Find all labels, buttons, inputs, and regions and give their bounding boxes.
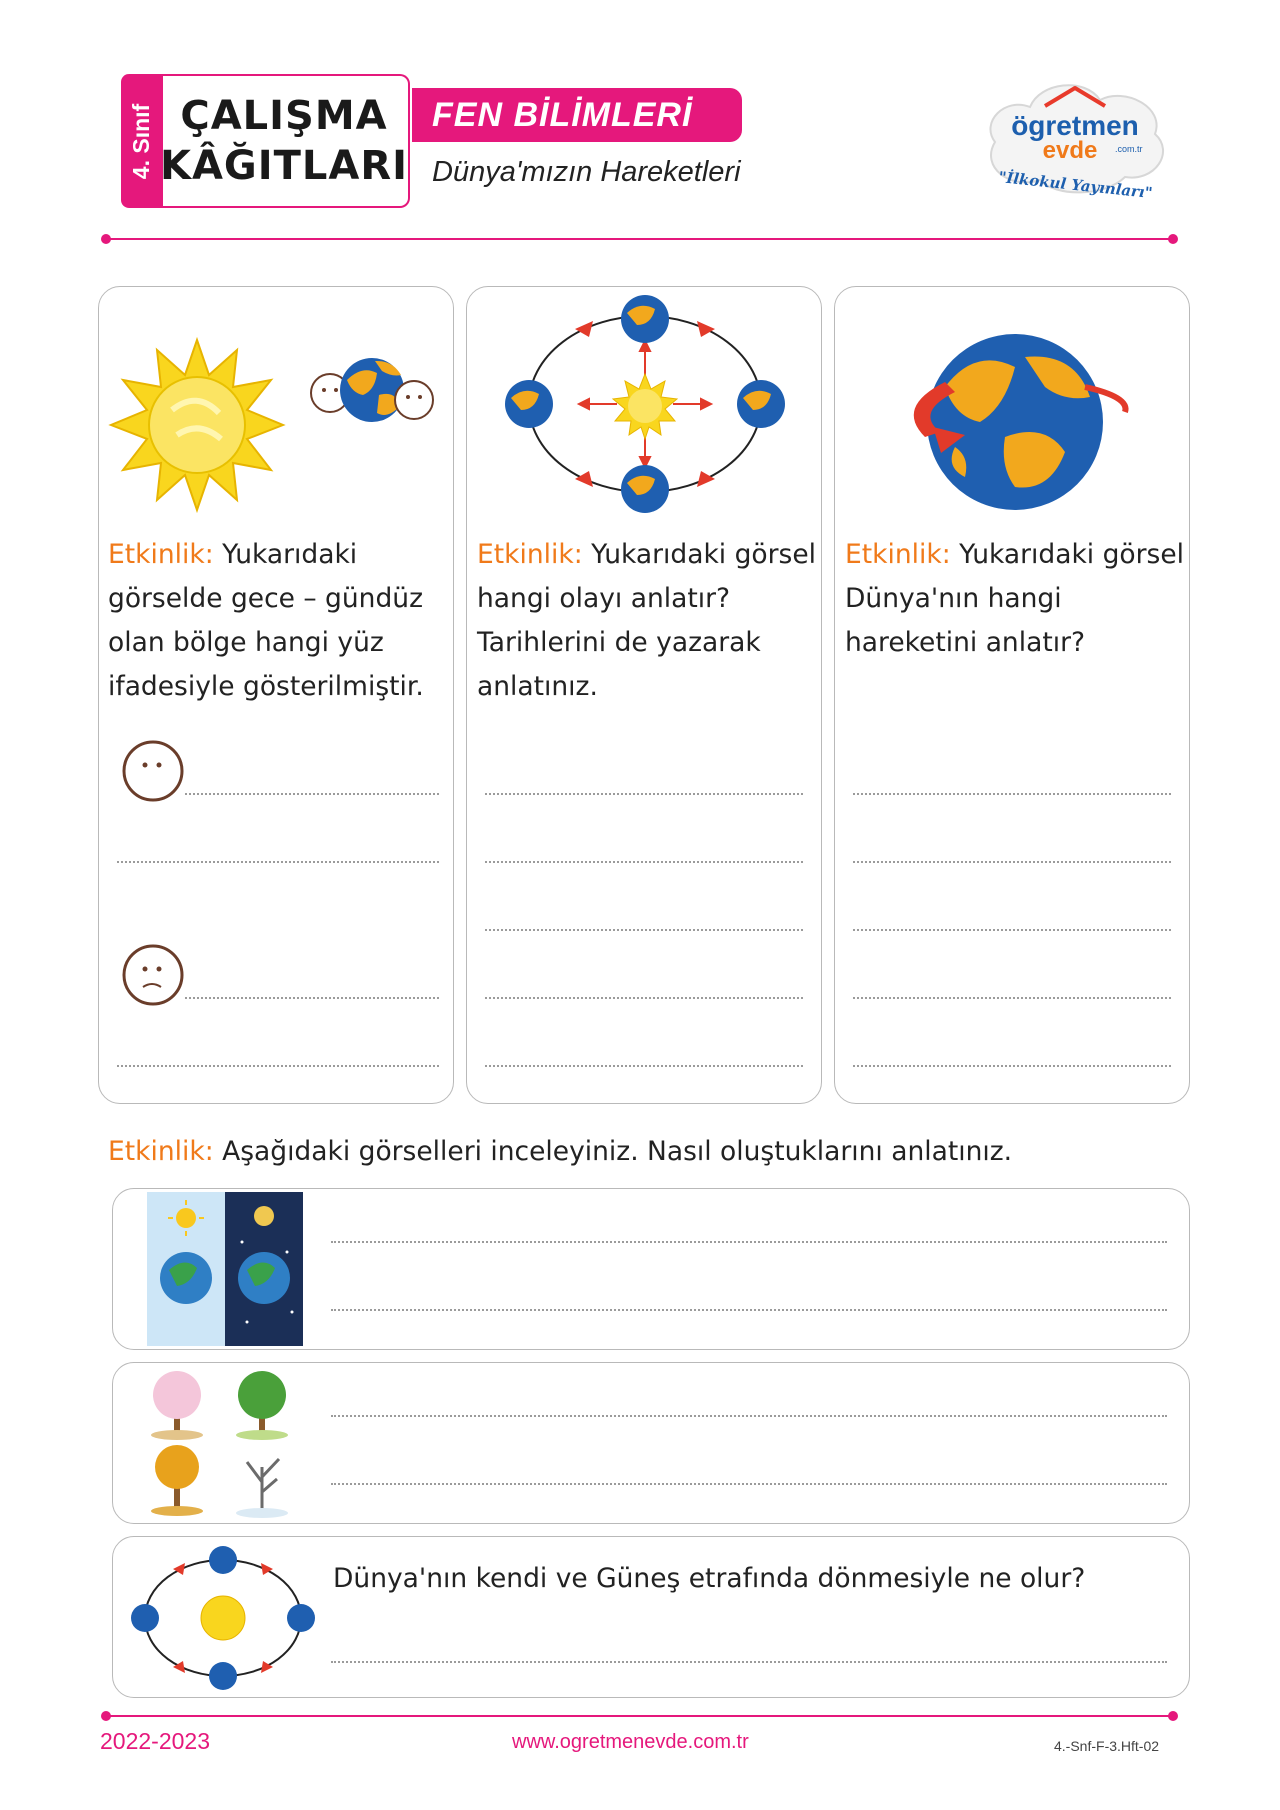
- bottom-activity-label: Etkinlik:: [108, 1136, 214, 1167]
- answer-line[interactable]: [117, 861, 439, 863]
- logo-domain-text: .com.tr: [1115, 144, 1143, 154]
- title-line-2: KÂĞITLARI: [159, 143, 409, 189]
- answer-line[interactable]: [485, 997, 803, 999]
- day-night-row: [112, 1188, 1190, 1350]
- footer-year: 2022-2023: [100, 1728, 210, 1754]
- answer-line[interactable]: [853, 1065, 1171, 1067]
- earth-icon-top: [621, 295, 669, 343]
- header-rule: [106, 238, 1174, 240]
- activity-1-label: Etkinlik:: [108, 539, 214, 570]
- rule-dot-right: [1168, 234, 1178, 244]
- earth-orbit-small-image: [125, 1541, 321, 1695]
- answer-line[interactable]: [853, 793, 1171, 795]
- answer-line[interactable]: [331, 1309, 1167, 1311]
- bottom-activity-body: Aşağıdaki görselleri inceleyiniz. Nasıl oluştuklarını anlatınız.: [222, 1136, 1013, 1167]
- day-night-image: [147, 1192, 303, 1346]
- bottom-activity-text: [108, 1130, 1188, 1174]
- footer-code: 4.-Snf-F-3.Hft-02: [1054, 1738, 1160, 1754]
- answer-line[interactable]: [331, 1241, 1167, 1243]
- question-text: Dünya'nın kendi ve Güneş etrafında dönmesiyle ne olur?: [333, 1563, 1086, 1594]
- earth-icon-day: [160, 1252, 212, 1304]
- answer-line[interactable]: [853, 861, 1171, 863]
- winter-tree-icon: [236, 1459, 288, 1518]
- grade-label: 4. Sınıf: [128, 103, 155, 179]
- summer-tree-icon: [236, 1371, 288, 1440]
- title-line-1: ÇALIŞMA: [180, 93, 388, 139]
- autumn-tree-icon: [151, 1445, 203, 1516]
- publisher-logo: [975, 72, 1175, 212]
- activity-card-day-night: [98, 286, 454, 1104]
- worksheet-title: [160, 74, 410, 208]
- answer-line[interactable]: [331, 1415, 1167, 1417]
- logo-slogan-text: "İlkokul Yayınları": [997, 167, 1154, 203]
- subject-banner: FEN BİLİMLERİ: [412, 88, 742, 142]
- seasons-row: [112, 1362, 1190, 1524]
- topic-title: Dünya'mızın Hareketleri: [432, 156, 741, 188]
- question-row: [112, 1536, 1190, 1698]
- activity-2-body: Yukarıdaki görsel hangi olayı anlatır? Tarihlerini de yazarak anlatınız.: [477, 539, 816, 702]
- sun-icon: [201, 1596, 245, 1640]
- seasons-trees-image: [137, 1367, 307, 1521]
- rotating-earth-illustration: [885, 327, 1135, 517]
- rule-dot-right: [1168, 1711, 1178, 1721]
- answer-line[interactable]: [117, 1065, 439, 1067]
- sun-earth-illustration: [107, 335, 447, 515]
- answer-line[interactable]: [853, 997, 1171, 999]
- earth-icon: [927, 334, 1103, 510]
- answer-line[interactable]: [485, 1065, 803, 1067]
- earth-icon: [340, 358, 404, 422]
- answer-line[interactable]: [331, 1661, 1167, 1663]
- activity-card-revolution: [466, 286, 822, 1104]
- sun-icon: [111, 340, 283, 510]
- logo-sub-text: evde: [1042, 137, 1098, 164]
- answer-line[interactable]: [331, 1483, 1167, 1485]
- activity-3-body: Yukarıdaki görsel Dünya'nın hangi hareketini anlatır?: [845, 539, 1184, 658]
- activity-2-label: Etkinlik:: [477, 539, 583, 570]
- answer-line[interactable]: [485, 929, 803, 931]
- earth-icon-left: [505, 380, 553, 428]
- moon-icon: [254, 1206, 274, 1226]
- answer-line[interactable]: [185, 793, 439, 795]
- activity-1-text: [108, 533, 444, 709]
- sad-face-icon: [395, 381, 433, 419]
- answer-line[interactable]: [485, 861, 803, 863]
- spring-tree-icon: [151, 1371, 203, 1440]
- earth-icon-right: [737, 380, 785, 428]
- sad-face-answer-icon: [121, 943, 185, 1007]
- activity-3-label: Etkinlik:: [845, 539, 951, 570]
- footer-website[interactable]: www.ogretmenevde.com.tr: [512, 1731, 749, 1753]
- answer-line[interactable]: [185, 997, 439, 999]
- answer-line[interactable]: [485, 793, 803, 795]
- activity-3-text: [845, 533, 1185, 665]
- logo-main-text: ögretmen: [1011, 110, 1139, 141]
- activity-2-text: [477, 533, 817, 709]
- sun-icon: [613, 374, 677, 439]
- earth-icon-bottom: [621, 465, 669, 513]
- earth-icon-night: [238, 1252, 290, 1304]
- footer-rule: [106, 1715, 1174, 1717]
- activity-1-body: Yukarıdaki görselde gece – gündüz olan bölge hangi yüz ifadesiyle gösterilmiştir.: [108, 539, 424, 702]
- activity-card-rotation: [834, 286, 1190, 1104]
- answer-line[interactable]: [853, 929, 1171, 931]
- smile-face-answer-icon: [121, 739, 185, 803]
- earth-orbit-illustration: [495, 289, 795, 519]
- grade-tab: [121, 74, 163, 208]
